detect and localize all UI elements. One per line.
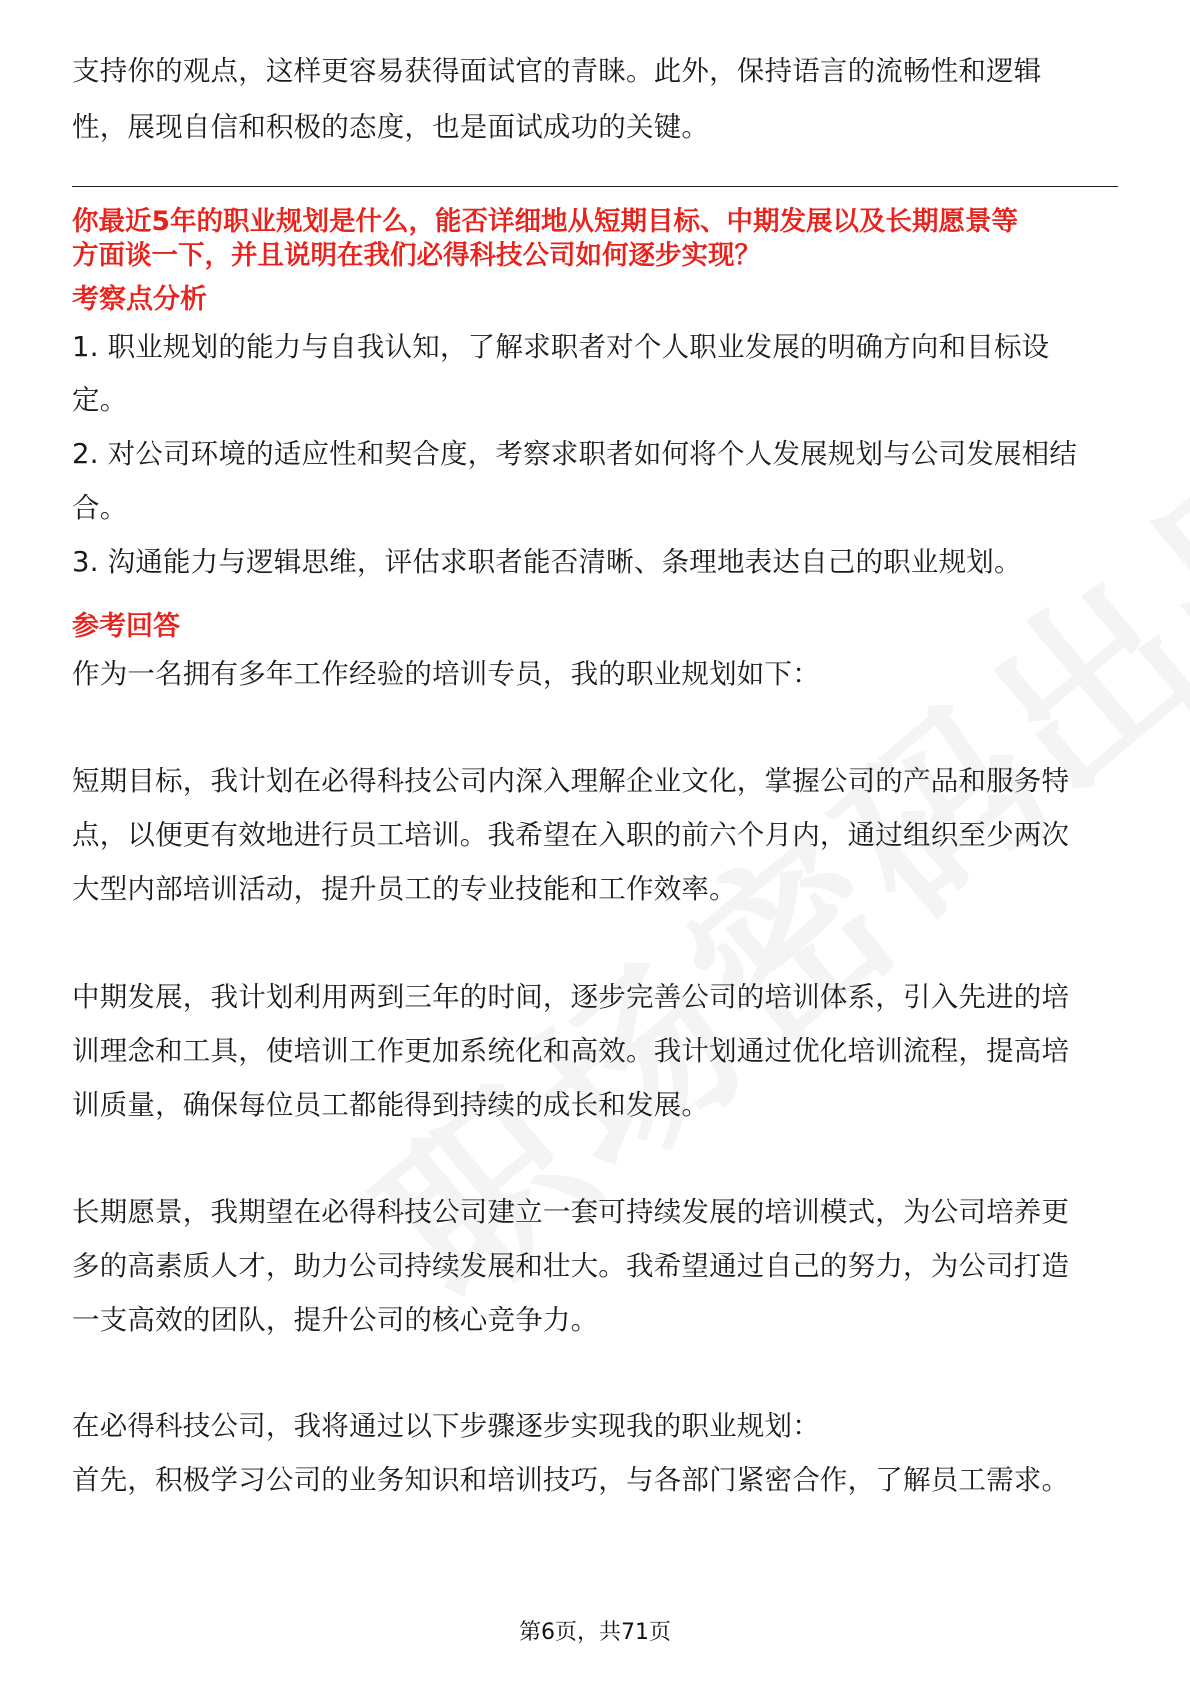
question-line-1: 你最近5年的职业规划是什么，能否详细地从短期目标、中期发展以及长期愿景等 (72, 206, 1018, 237)
short-term-line-3: 大型内部培训活动，提升员工的专业技能和工作效率。 (72, 873, 737, 905)
page-number: 第6页，共71页 (519, 1620, 671, 1645)
long-term-line-3: 一支高效的团队，提升公司的核心竞争力。 (72, 1304, 599, 1336)
analysis-line-5: 3. 沟通能力与逻辑思维，评估求职者能否清晰、条理地表达自己的职业规划。 (72, 546, 1022, 578)
intro-line-1: 支持你的观点，这样更容易获得面试官的青睐。此外，保持语言的流畅性和逻辑 (72, 55, 1042, 87)
intro-line-2: 性，展现自信和积极的态度，也是面试成功的关键。 (72, 111, 710, 143)
steps-intro: 在必得科技公司，我将通过以下步骤逐步实现我的职业规划： (72, 1410, 820, 1442)
long-term-line-1: 长期愿景，我期望在必得科技公司建立一套可持续发展的培训模式，为公司培养更 (72, 1196, 1070, 1228)
mid-term-line-1: 中期发展，我计划利用两到三年的时间，逐步完善公司的培训体系，引入先进的培 (72, 981, 1070, 1013)
question-line-2: 方面谈一下，并且说明在我们必得科技公司如何逐步实现？ (72, 240, 761, 271)
analysis-heading: 考察点分析 (72, 284, 207, 315)
analysis-line-1: 1. 职业规划的能力与自我认知，了解求职者对个人职业发展的明确方向和目标设 (72, 331, 1050, 363)
section-divider (72, 186, 1118, 187)
analysis-line-3: 2. 对公司环境的适应性和契合度，考察求职者如何将个人发展规划与公司发展相结 (72, 438, 1078, 470)
short-term-line-2: 点，以便更有效地进行员工培训。我希望在入职的前六个月内，通过组织至少两次 (72, 819, 1070, 851)
long-term-line-2: 多的高素质人才，助力公司持续发展和壮大。我希望通过自己的努力，为公司打造 (72, 1250, 1070, 1282)
answer-intro: 作为一名拥有多年工作经验的培训专员，我的职业规划如下： (72, 658, 820, 690)
mid-term-line-3: 训质量，确保每位员工都能得到持续的成长和发展。 (72, 1089, 710, 1121)
mid-term-line-2: 训理念和工具，使培训工作更加系统化和高效。我计划通过优化培训流程，提高培 (72, 1035, 1070, 1067)
answer-heading: 参考回答 (72, 611, 180, 642)
first-step: 首先，积极学习公司的业务知识和培训技巧，与各部门紧密合作，了解员工需求。 (72, 1464, 1070, 1496)
analysis-line-4: 合。 (72, 492, 128, 524)
short-term-line-1: 短期目标，我计划在必得科技公司内深入理解企业文化，掌握公司的产品和服务特 (72, 765, 1070, 797)
question (72, 205, 1118, 273)
document-page (72, 0, 1118, 1684)
analysis-line-2: 定。 (72, 384, 128, 416)
